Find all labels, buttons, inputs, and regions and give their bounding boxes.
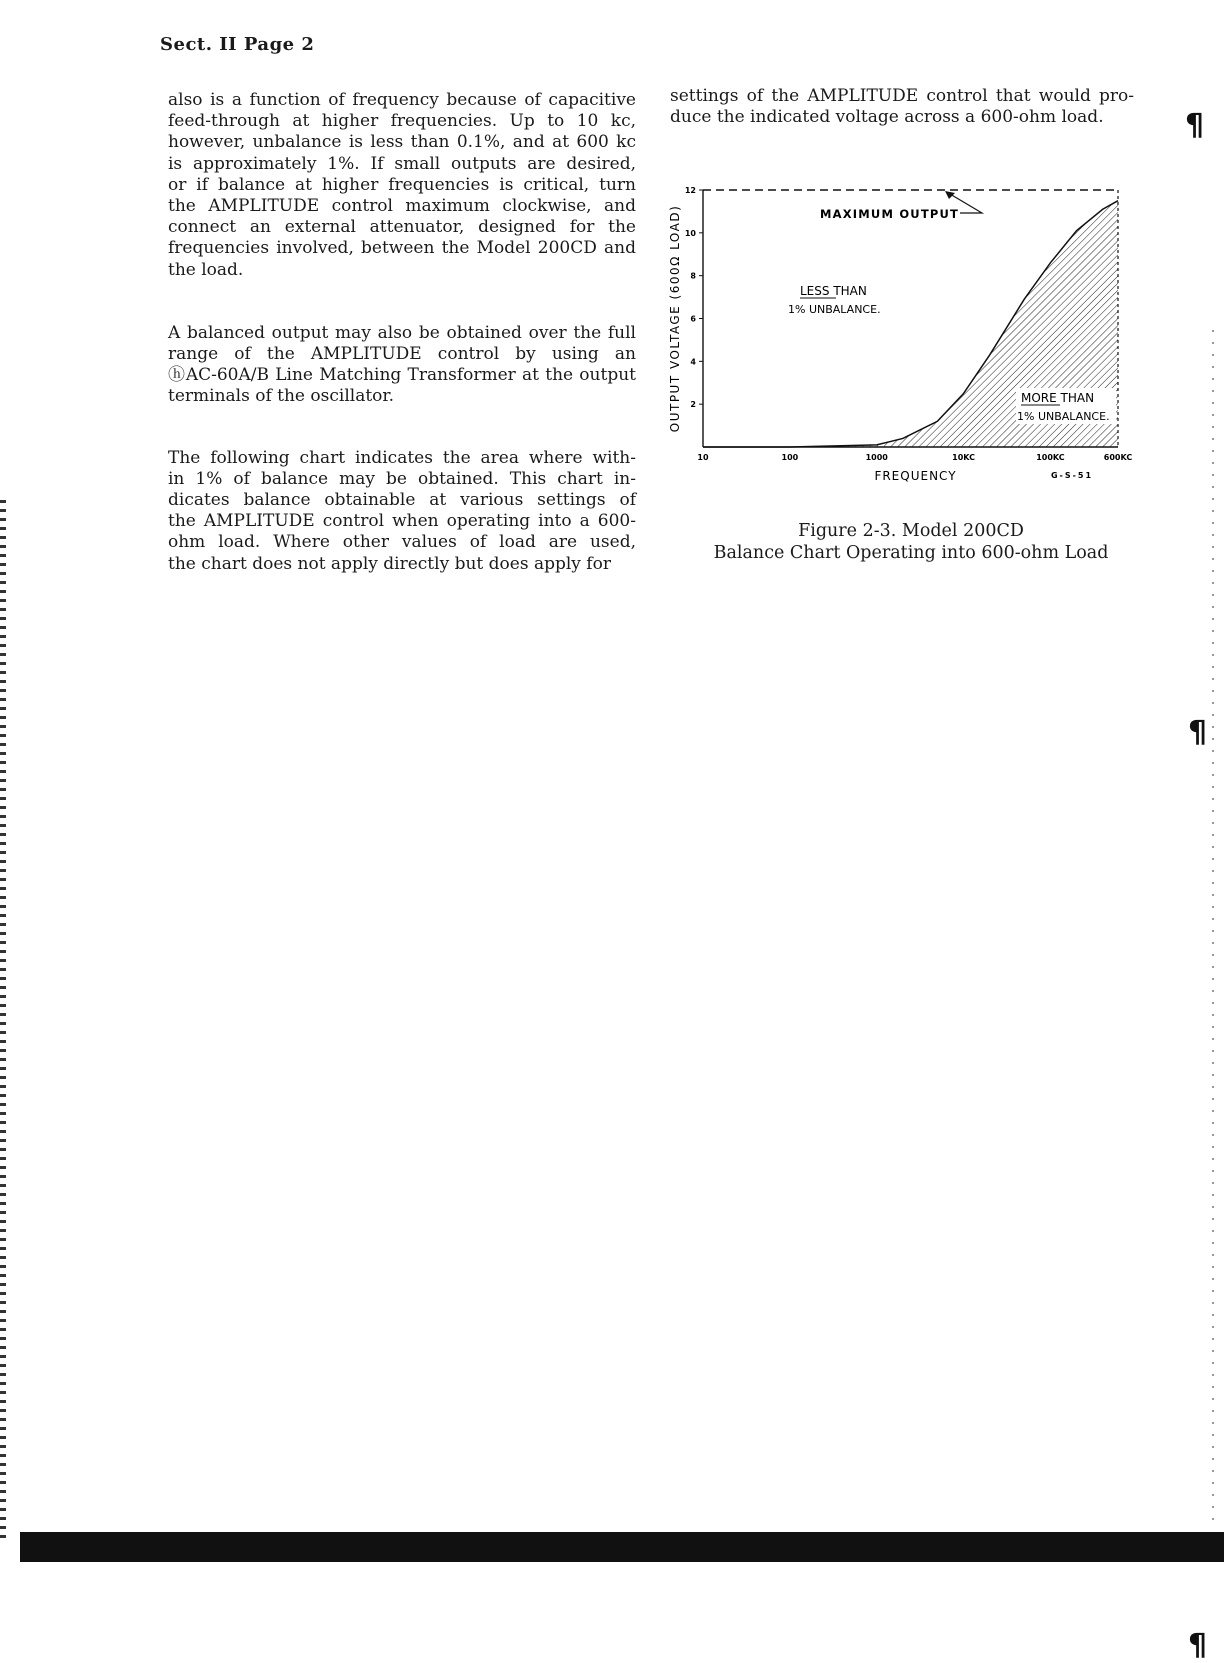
figure-caption-subtitle: Balance Chart Operating into 600-ohm Load bbox=[713, 543, 1109, 563]
text-line: feed-through at higher frequencies. Up to 10 kc, bbox=[168, 111, 636, 132]
y-tick-label: 8 bbox=[690, 271, 696, 281]
more-than-label-2: 1% UNBALANCE. bbox=[1017, 410, 1110, 423]
right-column bbox=[670, 86, 1134, 128]
x-tick-label: 100 bbox=[781, 453, 799, 462]
text-line: the load. bbox=[168, 259, 244, 280]
text-line: the chart does not apply directly but does apply for bbox=[168, 553, 611, 574]
page-header: Sect. II Page 2 bbox=[160, 34, 315, 55]
x-tick-label: 10KC bbox=[952, 453, 975, 462]
text-line: however, unbalance is less than 0.1%, and at 600 kc bbox=[168, 132, 636, 153]
paragraph-frequency-balance bbox=[168, 90, 636, 281]
text-line: is approximately 1%. If small outputs are desired, bbox=[168, 153, 636, 174]
drawing-code: G-S-51 bbox=[1050, 471, 1094, 480]
less-than-label-2: 1% UNBALANCE. bbox=[788, 303, 881, 316]
paragraph-chart-continued bbox=[670, 86, 1134, 128]
scan-left-edge bbox=[0, 500, 6, 1540]
x-tick-label: 1000 bbox=[865, 453, 888, 462]
paragraph-chart-intro bbox=[168, 448, 636, 575]
y-tick-label: 2 bbox=[690, 400, 696, 410]
text-line: ohm load. Where other values of load are used, bbox=[168, 532, 636, 553]
text-line: settings of the AMPLITUDE control that would pro- bbox=[670, 86, 1134, 106]
text-line: connect an external attenuator, designed for the bbox=[168, 217, 636, 238]
text-line: or if balance at higher frequencies is critical, turn bbox=[168, 174, 636, 195]
text-line: the AMPLITUDE control maximum clockwise, and bbox=[168, 196, 636, 217]
binder-hole-mark-icon: ¶ bbox=[1185, 108, 1205, 143]
max-output-arrowhead-icon bbox=[945, 191, 955, 199]
scan-right-edge bbox=[1212, 330, 1214, 1530]
binder-hole-mark-icon: ¶ bbox=[1188, 715, 1208, 750]
less-than-label: LESS THAN bbox=[800, 284, 867, 298]
max-output-label: MAXIMUM OUTPUT bbox=[820, 207, 960, 221]
text-line: duce the indicated voltage across a 600-ohm load. bbox=[670, 107, 1104, 128]
text-line: range of the AMPLITUDE control by using an bbox=[168, 344, 636, 365]
y-axis-label: OUTPUT VOLTAGE (600Ω LOAD) bbox=[668, 204, 682, 433]
text-line: terminals of the oscillator. bbox=[168, 386, 395, 407]
y-tick-label: 6 bbox=[690, 314, 696, 324]
y-tick-label: 12 bbox=[684, 186, 696, 195]
text-line: dicates balance obtainable at various settings of bbox=[168, 490, 636, 511]
y-tick-label: 4 bbox=[690, 357, 696, 367]
figure-caption-title: Figure 2-3. Model 200CD bbox=[798, 521, 1024, 541]
x-tick-label: 100KC bbox=[1036, 453, 1065, 462]
more-than-label: MORE THAN bbox=[1021, 391, 1095, 405]
figure-caption bbox=[676, 520, 1146, 564]
x-tick-label: 10 bbox=[697, 453, 709, 462]
text-line: in 1% of balance may be obtained. This chart in- bbox=[168, 468, 636, 489]
left-column bbox=[168, 90, 636, 575]
text-line: the AMPLITUDE control when operating into a 600- bbox=[168, 511, 636, 532]
scan-bottom-edge bbox=[20, 1532, 1224, 1562]
x-axis-label: FREQUENCY bbox=[874, 469, 957, 483]
balance-chart bbox=[660, 175, 1150, 500]
binder-hole-mark-icon: ¶ bbox=[1188, 1628, 1208, 1663]
y-tick-label: 10 bbox=[684, 228, 696, 238]
text-line: The following chart indicates the area where with- bbox=[168, 447, 636, 468]
text-line: frequencies involved, between the Model 200CD and bbox=[168, 238, 636, 259]
x-tick-label: 600KC bbox=[1103, 453, 1133, 462]
paragraph-balanced-output bbox=[168, 323, 636, 408]
text-line: A balanced output may also be obtained over the full bbox=[168, 322, 636, 343]
text-line: also is a function of frequency because of capacitive bbox=[168, 90, 636, 110]
text-line: ⓗAC-60A/B Line Matching Transformer at the output bbox=[168, 365, 636, 386]
